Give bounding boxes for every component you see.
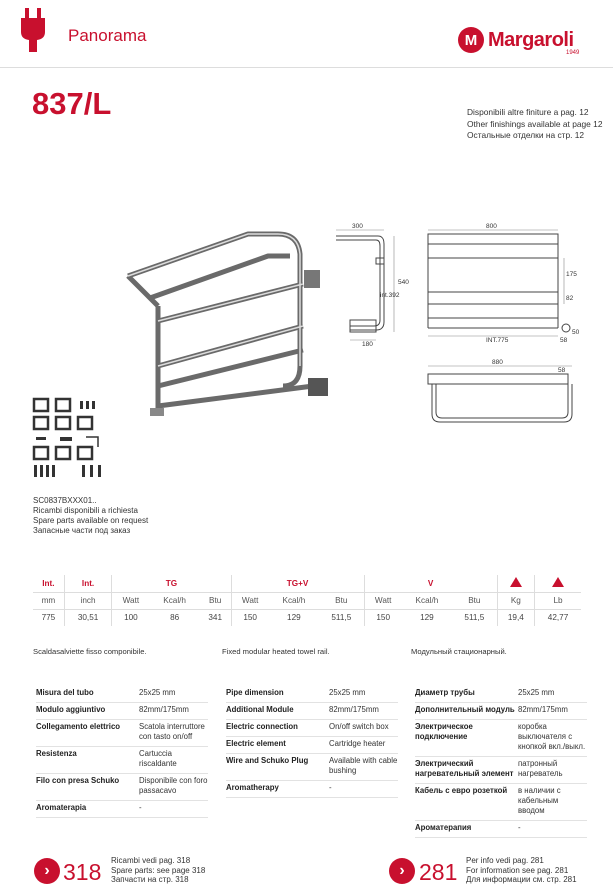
feature-label: Дополнительный модуль <box>415 703 518 720</box>
feature-row <box>415 720 587 757</box>
spec-table-units <box>33 592 581 609</box>
spec-head-v: V <box>364 575 497 592</box>
spec-head-tgv: TG+V <box>231 575 364 592</box>
feature-row <box>415 703 587 720</box>
feature-row <box>36 686 208 703</box>
spec-unit: Watt <box>364 592 402 609</box>
spec-unit: Lb <box>535 592 581 609</box>
spare-parts-page-link[interactable]: 318 <box>63 859 102 885</box>
spec-cell: 150 <box>376 613 391 623</box>
brand-logo-icon: M <box>458 27 484 53</box>
spec-unit: Watt <box>231 592 269 609</box>
feature-label: Электрический нагревательный элемент <box>415 757 518 784</box>
spec-head-lb <box>535 575 581 592</box>
front-d4-dim: 50 <box>572 329 580 336</box>
spec-cell: 86 <box>170 613 180 623</box>
footer-left-ru: Запчасти на стр. 318 <box>111 875 189 885</box>
front-int-dim: INT.775 <box>486 337 509 344</box>
spec-head-tg: TG <box>112 575 231 592</box>
footer-left-it: Ricambi vedi pag. 318 <box>111 856 191 865</box>
spec-head-kg <box>497 575 534 592</box>
feature-label: Электрическое подключение <box>415 720 518 757</box>
weight-icon <box>552 577 564 587</box>
spare-parts-code: SC0837BXXX01.. <box>33 496 97 505</box>
feature-value: 25x25 mm <box>518 686 587 703</box>
features-en <box>226 686 398 798</box>
feature-value: Disponibile con foro passacavo <box>139 774 208 801</box>
front-width-dim: 800 <box>486 223 497 230</box>
feature-row <box>226 720 398 737</box>
spec-cell: 19,4 <box>497 609 534 626</box>
feature-row <box>226 737 398 754</box>
feature-value: Available with cable bushing <box>329 754 398 781</box>
spec-cell: 511,5 <box>452 609 497 626</box>
spare-parts-ru: Запасные части под заказ <box>33 526 131 535</box>
spec-cell: 150 <box>243 613 257 623</box>
spec-table-row <box>33 609 581 626</box>
right-arrow-icon[interactable]: › <box>389 858 415 884</box>
spec-cell: 42,77 <box>547 613 569 623</box>
feature-value: 25x25 mm <box>139 686 208 703</box>
feature-label: Диаметр трубы <box>415 686 518 703</box>
front-d3-dim: 58 <box>560 337 568 344</box>
spec-unit: Btu <box>319 592 364 609</box>
feature-value: коробка выключателя с кнопкой вкл./выкл. <box>518 720 587 757</box>
spec-unit: Kcal/h <box>402 592 452 609</box>
features-it <box>36 686 208 818</box>
weight-icon <box>510 577 522 587</box>
spare-parts-image <box>30 395 110 485</box>
spec-cell: 30,51 <box>64 609 112 626</box>
spare-parts-reference <box>111 856 205 885</box>
footer-left-en: Spare parts: see page 318 <box>111 865 206 875</box>
feature-row <box>226 754 398 781</box>
feature-row <box>226 703 398 720</box>
description-it: Scaldasalviette fisso componibile. <box>33 647 147 656</box>
description-ru: Модульный стационарный. <box>411 647 507 656</box>
technical-drawings <box>328 222 578 412</box>
footer-right-ru: Для информации см. стр. 281 <box>466 875 577 885</box>
feature-value: Cartuccia riscaldante <box>139 747 208 774</box>
feature-value: On/off switch box <box>329 720 398 737</box>
feature-row <box>36 703 208 720</box>
top-width-dim: 880 <box>492 359 503 366</box>
feature-label: Ароматерапия <box>415 821 518 838</box>
feature-value: - <box>329 781 398 798</box>
spec-cell: 775 <box>33 609 64 626</box>
feature-label: Misura del tubo <box>36 686 139 703</box>
side-bottom-dim: 180 <box>362 341 373 348</box>
feature-value: Scatola interruttore con tasto on/off <box>139 720 208 747</box>
feature-label: Pipe dimension <box>226 686 329 703</box>
spec-table <box>33 575 581 626</box>
feature-row <box>36 720 208 747</box>
feature-label: Electric connection <box>226 720 329 737</box>
spec-unit: Kcal/h <box>269 592 319 609</box>
finishes-note <box>467 107 603 142</box>
feature-row <box>226 686 398 703</box>
feature-value: 82mm/175mm <box>518 703 587 720</box>
spec-unit: Watt <box>112 592 150 609</box>
feature-label: Wire and Schuko Plug <box>226 754 329 781</box>
feature-row <box>36 801 208 818</box>
side-height-dim: 540 <box>398 279 409 286</box>
finishes-en: Other finishings available at page 12 <box>467 118 603 129</box>
spec-cell: 100 <box>124 613 138 623</box>
spec-cell: 129 <box>420 613 434 623</box>
footer-right-it: Per info vedi pag. 281 <box>466 856 544 865</box>
side-top-dim: 300 <box>352 223 363 230</box>
feature-value: 82mm/175mm <box>139 703 208 720</box>
feature-label: Collegamento elettrico <box>36 720 139 747</box>
spec-unit: Btu <box>200 592 231 609</box>
left-arrow-icon[interactable]: › <box>34 858 60 884</box>
spec-unit: Kcal/h <box>149 592 199 609</box>
feature-label: Resistenza <box>36 747 139 774</box>
series-name: Panorama <box>68 26 147 45</box>
feature-row <box>36 747 208 774</box>
spec-cell: 511,5 <box>319 609 364 626</box>
feature-value: 25x25 mm <box>329 686 398 703</box>
spec-head-int-mm: Int. <box>33 575 64 592</box>
brand-name: Margaroli <box>488 28 574 51</box>
feature-row <box>415 686 587 703</box>
info-reference <box>466 856 577 885</box>
top-d1-dim: 58 <box>558 367 566 374</box>
features-ru <box>415 686 587 838</box>
feature-label: Кабель с евро розеткой <box>415 784 518 821</box>
feature-value: Cartridge heater <box>329 737 398 754</box>
feature-label: Electric element <box>226 737 329 754</box>
spare-parts-it: Ricambi disponibili a richiesta <box>33 506 138 515</box>
feature-row <box>226 781 398 798</box>
product-image <box>118 226 330 416</box>
finishes-ru: Остальные отделки на стр. 12 <box>467 130 585 140</box>
brand-logo <box>458 26 574 54</box>
footer-right-en: For information see pag. 281 <box>466 865 569 875</box>
spec-unit: Kg <box>497 592 534 609</box>
model-number: 837/L <box>32 86 112 121</box>
plug-icon <box>18 8 48 52</box>
spec-unit: mm <box>33 592 64 609</box>
feature-row <box>415 757 587 784</box>
header-divider <box>0 67 613 68</box>
feature-value: патронный нагреватель <box>518 757 587 784</box>
spec-cell: 341 <box>200 609 231 626</box>
feature-label: Aromaterapia <box>36 801 139 818</box>
spec-table-head <box>33 575 581 592</box>
feature-label: Aromatherapy <box>226 781 329 798</box>
feature-row <box>36 774 208 801</box>
info-page-link[interactable]: 281 <box>419 859 458 885</box>
finishes-it: Disponibili altre finiture a pag. 12 <box>467 107 589 117</box>
feature-value: 82mm/175mm <box>329 703 398 720</box>
spare-parts-note <box>33 496 148 536</box>
spec-unit: Btu <box>452 592 497 609</box>
front-d2-dim: 82 <box>566 295 574 302</box>
feature-value: - <box>518 821 587 838</box>
spec-head-int-inch: Int. <box>64 575 112 592</box>
feature-label: Additional Module <box>226 703 329 720</box>
feature-row <box>415 784 587 821</box>
feature-value: - <box>139 801 208 818</box>
feature-label: Filo con presa Schuko <box>36 774 139 801</box>
side-int-dim: int.392 <box>380 292 400 299</box>
spec-cell: 129 <box>287 613 301 623</box>
brand-year: 1949 <box>566 50 580 56</box>
spec-unit: inch <box>64 592 112 609</box>
description-en: Fixed modular heated towel rail. <box>222 647 330 656</box>
front-d1-dim: 175 <box>566 271 577 278</box>
feature-label: Modulo aggiuntivo <box>36 703 139 720</box>
spare-parts-en: Spare parts available on request <box>33 516 149 525</box>
feature-row <box>415 821 587 838</box>
feature-value: в наличии с кабельным вводом <box>518 784 587 821</box>
